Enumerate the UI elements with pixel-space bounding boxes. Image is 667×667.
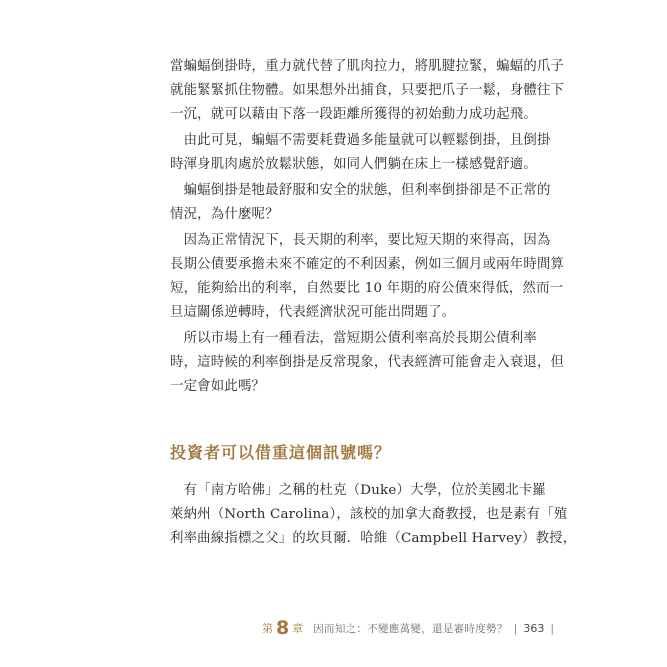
- footer-separator-end: |: [550, 621, 555, 635]
- body-line: 時，這時候的利率倒掛是反常現象，代表經濟可能會走入衰退，但: [170, 355, 565, 370]
- body-line: 長期公債要承擔未來不確定的不利因素，例如三個月或兩年時間算: [170, 257, 565, 272]
- body-line: 由此可見，蝙蝠不需要耗費過多能量就可以輕鬆倒掛，且倒掛: [170, 133, 551, 148]
- body-line: 萊納州（North Carolina），該校的加拿大裔教授，也是素有「殖: [170, 507, 568, 522]
- chapter-title: 因而知之：不變應萬變，還是審時度勢？: [313, 622, 508, 635]
- body-line: 時渾身肌肉處於放鬆狀態，如同人們躺在床上一樣感覺舒適。: [170, 157, 537, 172]
- chapter-suffix: 章: [292, 622, 304, 635]
- body-line: 蝙蝠倒掛是牠最舒服和安全的狀態，但利率倒掛卻是不正常的: [170, 183, 551, 198]
- body-line: 旦這關係逆轉時，代表經濟狀況可能出問題了。: [170, 305, 456, 320]
- chapter-prefix: 第: [262, 622, 273, 635]
- body-line: 短，能夠給出的利率，自然要比 10 年期的府公債來得低，然而一: [170, 281, 564, 296]
- body-line: 一沉，就可以藉由下落一段距離所獲得的初始動力成功起飛。: [170, 107, 537, 122]
- body-line: 因為正常情況下，長天期的利率，要比短天期的來得高，因為: [170, 233, 551, 248]
- footer-separator: |: [513, 621, 518, 635]
- page-footer: [262, 618, 560, 638]
- section-heading: 投資者可以借重這個訊號嗎？: [170, 443, 392, 462]
- body-line: 情況，為什麼呢？: [170, 207, 279, 222]
- page-number: 363: [523, 621, 545, 635]
- body-line: 當蝙蝠倒掛時，重力就代替了肌肉拉力，將肌腱拉緊，蝙蝠的爪子: [170, 59, 565, 74]
- body-line: 所以市場上有一種看法，當短期公債利率高於長期公債利率: [170, 331, 537, 346]
- body-line: 就能緊緊抓住物體。如果想外出捕食，只要把爪子一鬆，身體往下: [170, 83, 565, 98]
- body-line: 利率曲線指標之父」的坎貝爾．哈維（Campbell Harvey）教授，: [170, 531, 577, 546]
- body-line: 一定會如此嗎？: [170, 379, 266, 394]
- chapter-number: 8: [276, 617, 290, 639]
- body-line: 有「南方哈佛」之稱的杜克（Duke）大學，位於美國北卡羅: [170, 483, 546, 498]
